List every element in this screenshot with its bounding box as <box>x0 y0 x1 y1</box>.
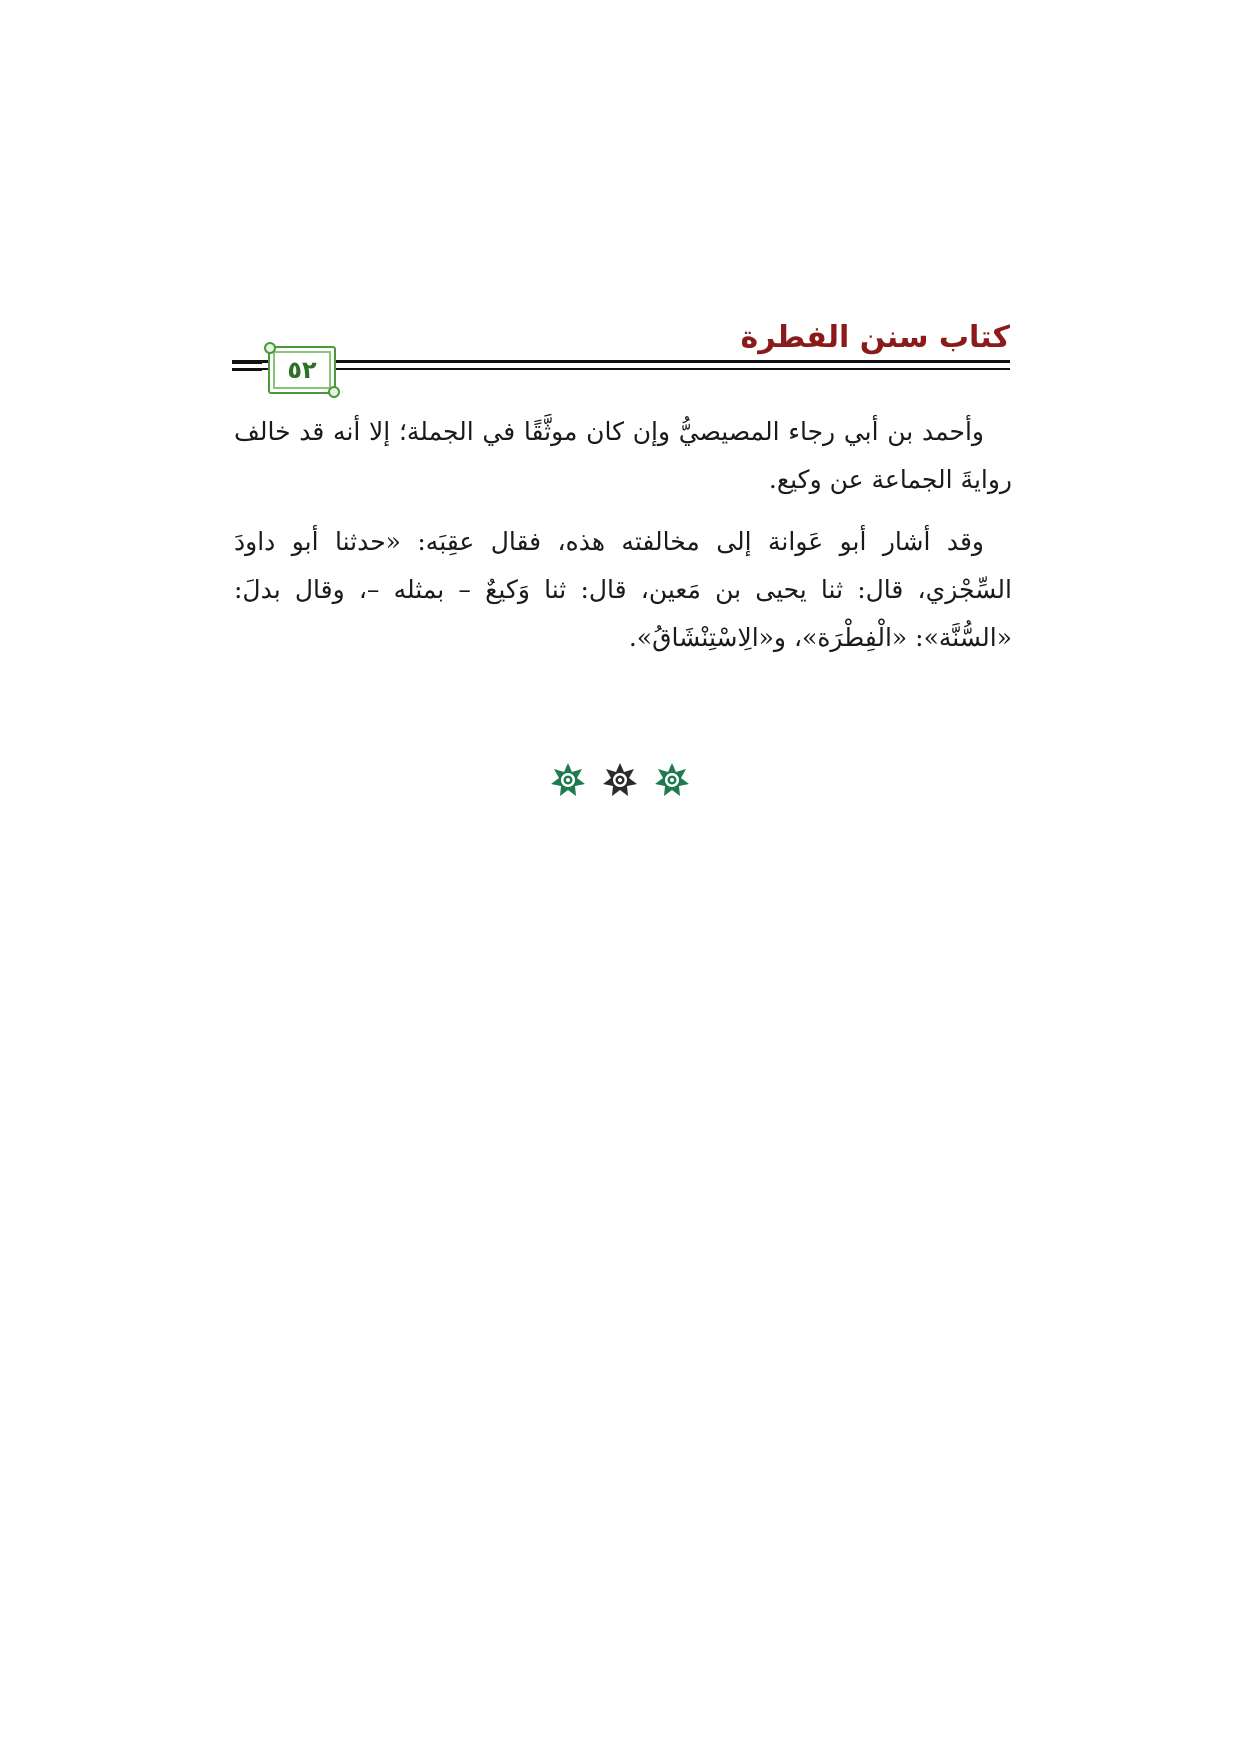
paragraph-1: وأحمد بن أبي رجاء المصيصيُّ وإن كان موثَّقًا في الجملة؛ إلا أنه قد خالف روايةَ الجماعة عن وكيع. <box>234 417 1012 494</box>
header-rule-top <box>232 360 1010 363</box>
paragraph-2: وقد أشار أبو عَوانة إلى مخالفته هذه، فقال عقِبَه: «حدثنا أبو داودَ السِّجْزي، قال: ثنا يحيى بن مَعين، قال: ثنا وَكيعٌ – بمثله –، وقال بدلَ: «السُّنَّة»: «الْفِطْرَة»، و«الِاسْتِنْشَاقُ». <box>234 527 1012 652</box>
star-flower-ornament-icon <box>602 762 638 798</box>
header-rule-bottom <box>232 368 1010 370</box>
header-rule-left-top <box>232 361 262 364</box>
page-header <box>232 318 1010 390</box>
running-title: كتاب سنن الفطرة <box>740 320 1010 355</box>
star-flower-ornament-icon <box>654 762 690 798</box>
page-number: ٥٢ <box>287 356 317 384</box>
header-rule-left-bottom <box>232 369 262 371</box>
page-body <box>234 408 1012 676</box>
page-number-frame <box>268 346 336 394</box>
section-end-ornaments <box>0 762 1240 798</box>
star-flower-ornament-icon <box>550 762 586 798</box>
